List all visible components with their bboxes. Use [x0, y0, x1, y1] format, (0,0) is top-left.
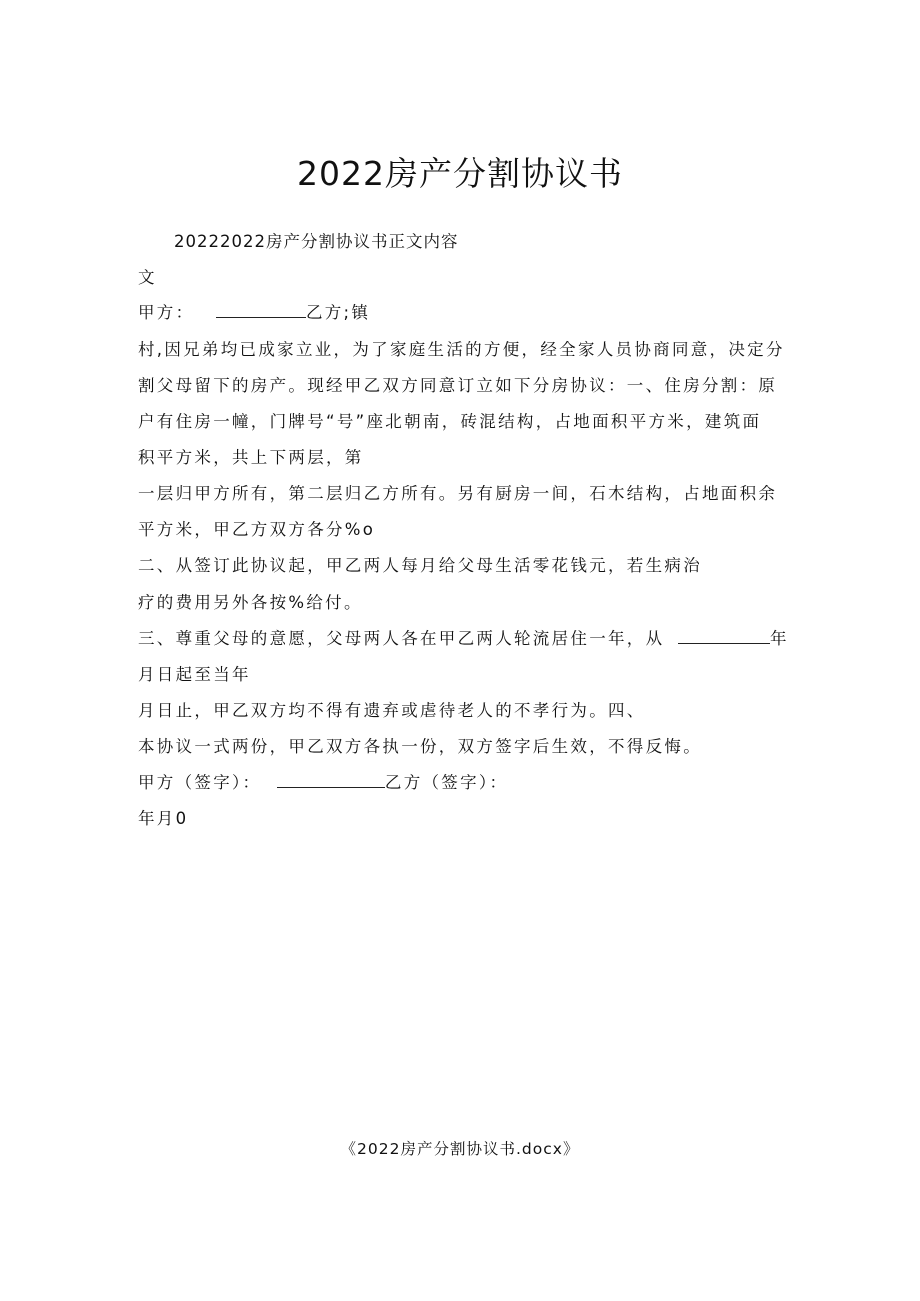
- document-title: 2022房产分割协议书: [297, 154, 623, 193]
- text-line: 积平方米，共上下两层，第: [138, 448, 364, 467]
- party-a-signature-label: 甲方（签字）：: [138, 773, 262, 792]
- text-line: 疗的费用另外各按%给付。: [138, 593, 363, 612]
- start-year-blank: [678, 629, 770, 644]
- text-line: 文: [138, 268, 157, 287]
- text-line: 一层归甲方所有，第二层归乙方所有。另有厨房一间，石木结构，占地面积余: [138, 484, 778, 503]
- party-a-blank: [216, 303, 306, 318]
- text-line: 村,因兄弟均已成家立业，为了家庭生活的方便，经全家人员协商同意，决定分: [138, 340, 785, 359]
- text-line: 割父母留下的房产。现经甲乙双方同意订立如下分房协议：一、住房分割：原: [138, 376, 778, 395]
- party-line: [138, 303, 370, 323]
- text-line: 户有住房一幢，门牌号“号”座北朝南，砖混结构，占地面积平方米，建筑面: [138, 412, 762, 431]
- text-line: 月日止，甲乙双方均不得有遗弃或虐待老人的不孝行为。四、: [138, 701, 646, 720]
- document-footer: 《2022房产分割协议书.docx》: [340, 1140, 580, 1158]
- clause-three-line: [138, 629, 789, 649]
- party-a-label: 甲方：: [138, 303, 195, 322]
- clause-three-text: 三、尊重父母的意愿，父母两人各在甲乙两人轮流居住一年，从: [138, 629, 665, 648]
- text-line: 本协议一式两份，甲乙双方各执一份，双方签字后生效，不得反悔。: [138, 737, 702, 756]
- year-label: 年: [769, 629, 789, 648]
- party-b-label: 乙方;镇: [305, 303, 371, 322]
- text-line: 二、从签订此协议起，甲乙两人每月给父母生活零花钱元，若生病治: [138, 556, 702, 575]
- date-line: 年月0: [138, 809, 189, 828]
- text-line: 月日起至当年: [138, 665, 251, 684]
- signature-line: [138, 773, 508, 793]
- party-b-signature-label: 乙方（签字）：: [384, 773, 509, 792]
- document-subtitle: 20222022房产分割协议书正文内容: [174, 232, 459, 251]
- party-a-signature-blank: [277, 773, 385, 788]
- text-line: 平方米，甲乙方双方各分%o: [138, 520, 376, 539]
